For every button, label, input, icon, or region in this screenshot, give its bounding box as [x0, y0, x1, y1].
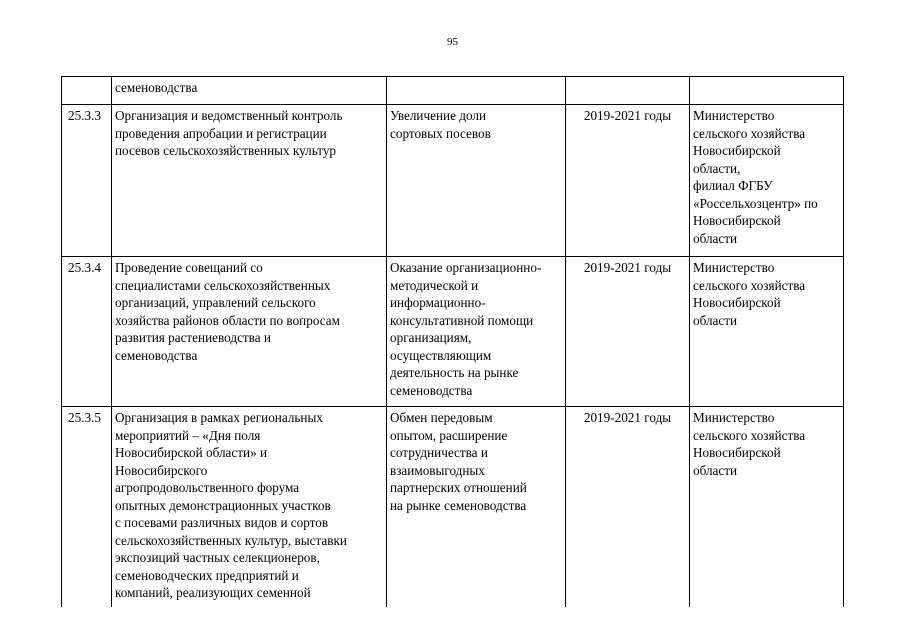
executor-line: сельского хозяйства [693, 125, 806, 141]
period-cell [566, 77, 690, 105]
row-number: 25.3.4 [68, 260, 101, 275]
activity-line: семеноводческих предприятий и [115, 567, 299, 583]
table-row [62, 77, 844, 105]
result-line: семеноводства [390, 382, 473, 398]
result-line: сотрудничества и [390, 445, 488, 460]
result-cell [387, 257, 566, 407]
activity-line: агропродовольственного форума [115, 480, 300, 495]
activity-cell [112, 105, 387, 257]
executor-line: «Россельхозцентр» по [693, 195, 818, 211]
executor-line: Министерство [693, 108, 775, 123]
row-number-cell [62, 105, 112, 257]
row-number-cell [62, 257, 112, 407]
result-line: осуществляющим [390, 347, 492, 363]
period-cell [566, 407, 690, 607]
activity-line: компаний, реализующих семенной [115, 585, 311, 600]
activity-line: экспозиций частных селекционеров, [115, 550, 320, 565]
row-number: 25.3.5 [68, 410, 101, 425]
executor-cell [690, 77, 844, 105]
period-text: 2019-2021 годы [583, 108, 672, 123]
result-line: деятельность на рынке [390, 365, 519, 380]
executor-line: области [693, 230, 738, 246]
activity-line: организаций, управлений сельского [115, 295, 316, 310]
executor-line: Министерство [693, 260, 775, 275]
activity-line: посевов сельскохозяйственных культур [115, 143, 337, 158]
period-cell [566, 257, 690, 407]
activity-line: опытных демонстрационных участков [115, 497, 331, 513]
activity-line: развития растениеводства и [115, 330, 271, 345]
executor-line: Новосибирской [693, 445, 781, 460]
activity-line: сельскохозяйственных культур, выставки [115, 532, 347, 548]
executor-line: Новосибирской [693, 213, 781, 228]
result-line: опытом, расширение [390, 427, 508, 443]
activity-cell [112, 257, 387, 407]
result-line: партнерских отношений [390, 480, 527, 495]
executor-line: области, [693, 160, 741, 176]
activity-line: Проведение совещаний со [115, 260, 263, 275]
period-text: 2019-2021 годы [583, 410, 672, 425]
result-cell [387, 105, 566, 257]
activity-line: семеноводства [115, 80, 198, 95]
table-row [62, 105, 844, 257]
result-line: методической и [390, 277, 479, 293]
executor-line: области [693, 462, 738, 478]
row-number: 25.3.3 [68, 108, 101, 123]
activity-line: мероприятий – «Дня поля [115, 427, 261, 443]
executor-line: области [693, 312, 738, 328]
activity-line: Новосибирского [115, 462, 208, 478]
result-cell [387, 407, 566, 607]
page-number: 95 [447, 36, 458, 48]
executor-line: сельского хозяйства [693, 277, 806, 293]
executor-line: Министерство [693, 410, 775, 425]
activity-cell [112, 77, 387, 105]
executor-line: филиал ФГБУ [693, 178, 773, 193]
row-number-cell [62, 77, 112, 105]
table-row [62, 257, 844, 407]
activity-line: хозяйства районов области по вопросам [115, 312, 340, 328]
executor-cell [690, 407, 844, 607]
result-line: Оказание организационно- [390, 260, 542, 275]
activity-line: Организация и ведомственный контроль [115, 108, 343, 123]
result-line: Обмен передовым [390, 410, 493, 425]
activity-line: Организация в рамках региональных [115, 410, 323, 425]
result-line: организациям, [390, 330, 472, 345]
result-line: на рынке семеноводства [390, 497, 527, 513]
activity-line: проведения апробации и регистрации [115, 125, 327, 141]
period-text: 2019-2021 годы [583, 260, 672, 275]
period-cell [566, 105, 690, 257]
table-row [62, 407, 844, 607]
activity-line: Новосибирской области» и [115, 445, 268, 460]
activity-line: с посевами различных видов и сортов [115, 515, 329, 530]
executor-line: сельского хозяйства [693, 427, 806, 443]
activity-line: специалистами сельскохозяйственных [115, 277, 331, 293]
result-cell [387, 77, 566, 105]
activity-line: семеноводства [115, 347, 198, 363]
result-line: взаимовыгодных [390, 462, 485, 478]
result-line: информационно- [390, 295, 486, 310]
executor-line: Новосибирской [693, 143, 781, 158]
executor-cell [690, 105, 844, 257]
executor-line: Новосибирской [693, 295, 781, 310]
result-line: Увеличение доли [390, 108, 487, 123]
activity-cell [112, 407, 387, 607]
executor-cell [690, 257, 844, 407]
result-line: сортовых посевов [390, 125, 491, 141]
result-line: консультативной помощи [390, 312, 534, 328]
activities-table [61, 76, 844, 607]
row-number-cell [62, 407, 112, 607]
